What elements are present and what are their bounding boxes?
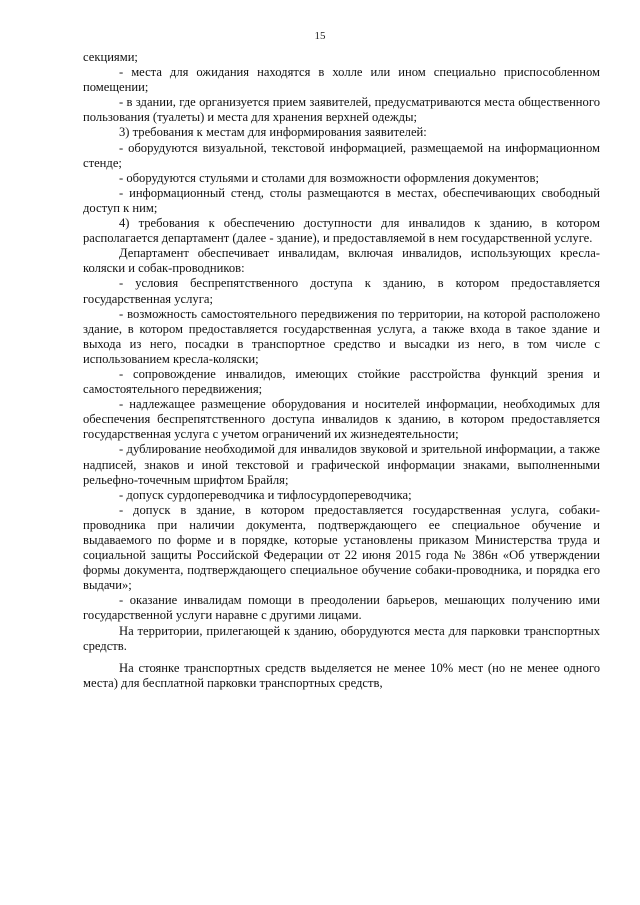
paragraph: - допуск сурдопереводчика и тифлосурдопереводчика; [119,487,412,502]
paragraph: 3) требования к местам для информирования заявителей: [119,125,427,140]
paragraph: секциями; [83,50,138,64]
paragraph: - оказание инвалидам помощи в преодолении барьеров, мешающих получению ими государственной услуги наравне с другими лицами. [83,593,600,623]
paragraph: - сопровождение инвалидов, имеющих стойкие расстройства функций зрения и самостоятельного передвижения; [83,366,600,397]
paragraph: На территории, прилегающей к зданию, оборудуются места для парковки транспортных средств. [83,623,600,653]
paragraph: - места для ожидания находятся в холле или ином специально приспособленном помещении; [83,65,600,95]
paragraph: - возможность самостоятельного передвижения по территории, на которой расположено здание, в котором предоставляется государственная услуга, а также входа в такое здание и выхода из него, посадки в транспортное средство и высадки из него, в том числе с использованием кресла-коляски; [83,306,600,366]
paragraph: - дублирование необходимой для инвалидов звуковой и зрительной информации, а также надписей, знаков и иной текстовой и графической информации знаками, выполненными рельефно-точечным шрифтом Брайля; [83,442,600,487]
document-body [83,50,600,691]
page-number: 15 [314,30,326,42]
paragraph: - в здании, где организуется прием заявителей, предусматриваются места общественного пользования (туалеты) и места для хранения верхней одежды; [83,95,600,125]
paragraph: - условия беспрепятственного доступа к зданию, в котором предоставляется государственная услуга; [83,276,600,306]
paragraph: - надлежащее размещение оборудования и носителей информации, необходимых для обеспечения беспрепятственного доступа инвалидов к зданию, в котором предоставляется государственная услуга с учетом ограничений их жизнедеятельности; [83,397,600,442]
paragraph: 4) требования к обеспечению доступности для инвалидов к зданию, в котором располагается департамент (далее - здание), и предоставляемой в нем государственной услуге. [83,216,600,246]
paragraph: - оборудуются стульями и столами для возможности оформления документов; [119,170,539,185]
paragraph: - допуск в здание, в котором предоставляется государственная услуга, собаки-проводника при наличии документа, подтверждающего ее специальное обучение и выдаваемого по форме и в порядке, которые установлены приказом Министерства труда и социальной защиты Российской Федерации от 22 июня 2015 года № 386н «Об утверждении формы документа, подтверждающего специальное обучение собаки-проводника, и порядка его выдачи»; [83,502,600,593]
paragraph: - информационный стенд, столы размещаются в местах, обеспечивающих свободный доступ к ним; [83,185,600,215]
paragraph: На стоянке транспортных средств выделяется не менее 10% мест (но не менее одного места) для бесплатной парковки транспортных средств, [83,660,600,690]
paragraph: Департамент обеспечивает инвалидам, включая инвалидов, использующих кресла-коляски и собак-проводников: [83,246,600,276]
paragraph: - оборудуются визуальной, текстовой информацией, размещаемой на информационном стенде; [83,140,600,170]
